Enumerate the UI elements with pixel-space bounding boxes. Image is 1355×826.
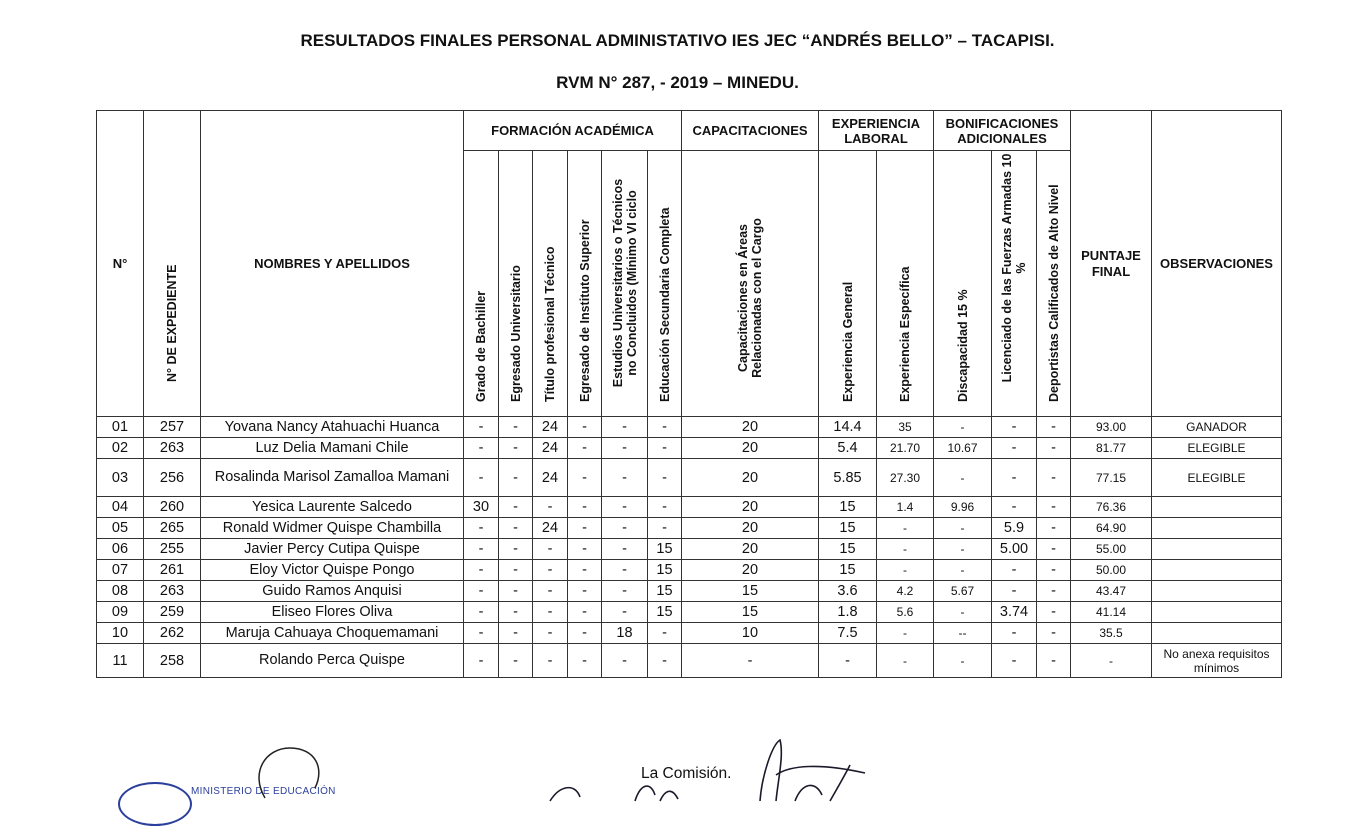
cell-observaciones (1152, 602, 1282, 623)
cell-expediente: 265 (144, 518, 201, 539)
cell-observaciones: ELEGIBLE (1152, 459, 1282, 497)
cell-titulo-tecnico: 24 (533, 438, 568, 459)
cell-egresado-univ: - (499, 459, 533, 497)
cell-row-number: 10 (97, 623, 144, 644)
cell-secundaria: - (648, 459, 682, 497)
cell-exp-especifica: 5.6 (877, 602, 934, 623)
cell-puntaje-final: 93.00 (1071, 417, 1152, 438)
page-subtitle: RVM N° 287, - 2019 – MINEDU. (556, 73, 799, 92)
cell-titulo-tecnico: - (533, 539, 568, 560)
cell-bachiller: - (464, 438, 499, 459)
cell-egresado-univ: - (499, 438, 533, 459)
cell-exp-general: 14.4 (819, 417, 877, 438)
sub-titulo-tecnico-label: Título profesional Técnico (543, 245, 557, 402)
cell-egresado-instituto: - (568, 539, 602, 560)
cell-observaciones: No anexa requisitos mínimos (1152, 644, 1282, 678)
cell-puntaje-final: 41.14 (1071, 602, 1152, 623)
cell-egresado-univ: - (499, 497, 533, 518)
cell-deportistas: - (1037, 602, 1071, 623)
cell-egresado-instituto: - (568, 518, 602, 539)
table-row (97, 459, 1282, 497)
col-expediente-label: N° DE EXPEDIENTE (165, 263, 179, 382)
cell-puntaje-final: - (1071, 644, 1152, 678)
cell-nombre: Rolando Perca Quispe (201, 644, 464, 678)
cell-capacitaciones: - (682, 644, 819, 678)
cell-expediente: 262 (144, 623, 201, 644)
sub-discapacidad-header (934, 151, 992, 417)
cell-nombre: Guido Ramos Anquisi (201, 581, 464, 602)
cell-egresado-univ: - (499, 518, 533, 539)
cell-egresado-univ: - (499, 602, 533, 623)
cell-bachiller: - (464, 560, 499, 581)
cell-discapacidad: - (934, 459, 992, 497)
cell-egresado-instituto: - (568, 581, 602, 602)
cell-deportistas: - (1037, 438, 1071, 459)
cell-bachiller: - (464, 417, 499, 438)
col-nombres-header: NOMBRES Y APELLIDOS (201, 111, 464, 417)
cell-licenciado: - (992, 623, 1037, 644)
sub-bachiller-header (464, 151, 499, 417)
cell-egresado-instituto: - (568, 417, 602, 438)
cell-deportistas: - (1037, 497, 1071, 518)
cell-capacitaciones: 20 (682, 560, 819, 581)
cell-licenciado: - (992, 438, 1037, 459)
cell-licenciado: 5.9 (992, 518, 1037, 539)
cell-licenciado: 3.74 (992, 602, 1037, 623)
cell-estudios: - (602, 417, 648, 438)
cell-bachiller: - (464, 623, 499, 644)
cell-secundaria: - (648, 623, 682, 644)
cell-puntaje-final: 64.90 (1071, 518, 1152, 539)
cell-observaciones (1152, 497, 1282, 518)
cell-egresado-univ: - (499, 560, 533, 581)
cell-titulo-tecnico: - (533, 497, 568, 518)
cell-nombre: Yovana Nancy Atahuachi Huanca (201, 417, 464, 438)
cell-row-number: 08 (97, 581, 144, 602)
cell-expediente: 261 (144, 560, 201, 581)
cell-estudios: - (602, 644, 648, 678)
cell-discapacidad: - (934, 539, 992, 560)
cell-secundaria: 15 (648, 560, 682, 581)
signature-mark (540, 735, 880, 802)
cell-expediente: 263 (144, 438, 201, 459)
table-row (97, 581, 1282, 602)
cell-egresado-univ: - (499, 539, 533, 560)
cell-expediente: 255 (144, 539, 201, 560)
cell-observaciones (1152, 581, 1282, 602)
sub-deportistas-header (1037, 151, 1071, 417)
cell-discapacidad: 5.67 (934, 581, 992, 602)
cell-capacitaciones: 20 (682, 459, 819, 497)
cell-observaciones: ELEGIBLE (1152, 438, 1282, 459)
cell-exp-especifica: - (877, 623, 934, 644)
cell-expediente: 260 (144, 497, 201, 518)
cell-discapacidad: -- (934, 623, 992, 644)
table-row (97, 539, 1282, 560)
cell-puntaje-final: 81.77 (1071, 438, 1152, 459)
cell-nombre: Javier Percy Cutipa Quispe (201, 539, 464, 560)
cell-row-number: 05 (97, 518, 144, 539)
cell-capacitaciones: 10 (682, 623, 819, 644)
cell-discapacidad: 10.67 (934, 438, 992, 459)
cell-estudios: 18 (602, 623, 648, 644)
cell-exp-general: 15 (819, 560, 877, 581)
cell-secundaria: 15 (648, 581, 682, 602)
table-row (97, 497, 1282, 518)
cell-capacitaciones: 20 (682, 438, 819, 459)
cell-row-number: 04 (97, 497, 144, 518)
cell-row-number: 01 (97, 417, 144, 438)
cell-licenciado: - (992, 644, 1037, 678)
sub-titulo-tecnico-header (533, 151, 568, 417)
col-observaciones-header: OBSERVACIONES (1152, 111, 1282, 417)
cell-puntaje-final: 55.00 (1071, 539, 1152, 560)
cell-expediente: 257 (144, 417, 201, 438)
comision-label: La Comisión. (641, 765, 732, 782)
sub-licenciado-label: Licenciado de las Fuerzas Armadas 10 % (1000, 153, 1028, 382)
cell-capacitaciones: 15 (682, 602, 819, 623)
cell-estudios: - (602, 459, 648, 497)
cell-nombre: Yesica Laurente Salcedo (201, 497, 464, 518)
official-stamp (118, 782, 192, 826)
cell-egresado-univ: - (499, 581, 533, 602)
cell-nombre: Eliseo Flores Oliva (201, 602, 464, 623)
sub-egresado-instituto-header (568, 151, 602, 417)
table-row (97, 560, 1282, 581)
cell-expediente: 258 (144, 644, 201, 678)
cell-estudios: - (602, 518, 648, 539)
sub-deportistas-label: Deportistas Calificados de Alto Nivel (1046, 183, 1061, 402)
cell-exp-especifica: - (877, 539, 934, 560)
cell-licenciado: 5.00 (992, 539, 1037, 560)
cell-row-number: 06 (97, 539, 144, 560)
cell-titulo-tecnico: - (533, 602, 568, 623)
cell-observaciones (1152, 539, 1282, 560)
stamp-ministerio-text: MINISTERIO DE EDUCACIÓN (191, 786, 336, 797)
cell-bachiller: - (464, 581, 499, 602)
cell-observaciones: GANADOR (1152, 417, 1282, 438)
sub-bachiller-label: Grado de Bachiller (474, 290, 488, 402)
cell-secundaria: 15 (648, 602, 682, 623)
cell-titulo-tecnico: 24 (533, 459, 568, 497)
col-expediente-header (144, 111, 201, 417)
cell-egresado-instituto: - (568, 497, 602, 518)
cell-row-number: 11 (97, 644, 144, 678)
cell-discapacidad: - (934, 417, 992, 438)
cell-egresado-univ: - (499, 623, 533, 644)
cell-nombre: Eloy Victor Quispe Pongo (201, 560, 464, 581)
cell-deportistas: - (1037, 518, 1071, 539)
results-table (96, 110, 1282, 678)
cell-exp-general: 15 (819, 518, 877, 539)
cell-bachiller: - (464, 602, 499, 623)
cell-estudios: - (602, 497, 648, 518)
sub-secundaria-header (648, 151, 682, 417)
cell-exp-general: 3.6 (819, 581, 877, 602)
group-experiencia-header: EXPERIENCIA LABORAL (819, 111, 934, 151)
cell-discapacidad: - (934, 644, 992, 678)
col-puntaje-header: PUNTAJE FINAL (1071, 111, 1152, 417)
cell-egresado-instituto: - (568, 623, 602, 644)
cell-exp-general: 7.5 (819, 623, 877, 644)
cell-nombre: Rosalinda Marisol Zamalloa Mamani (201, 459, 464, 497)
cell-secundaria: - (648, 417, 682, 438)
cell-secundaria: - (648, 644, 682, 678)
cell-licenciado: - (992, 497, 1037, 518)
cell-nombre: Maruja Cahuaya Choquemamani (201, 623, 464, 644)
cell-expediente: 259 (144, 602, 201, 623)
cell-bachiller: - (464, 518, 499, 539)
cell-observaciones (1152, 560, 1282, 581)
table-row (97, 518, 1282, 539)
cell-licenciado: - (992, 560, 1037, 581)
cell-bachiller: - (464, 644, 499, 678)
cell-bachiller: - (464, 459, 499, 497)
cell-estudios: - (602, 581, 648, 602)
cell-deportistas: - (1037, 581, 1071, 602)
cell-deportistas: - (1037, 459, 1071, 497)
cell-titulo-tecnico: 24 (533, 518, 568, 539)
cell-egresado-instituto: - (568, 644, 602, 678)
cell-licenciado: - (992, 459, 1037, 497)
cell-expediente: 263 (144, 581, 201, 602)
cell-exp-general: 15 (819, 497, 877, 518)
cell-exp-general: 1.8 (819, 602, 877, 623)
cell-deportistas: - (1037, 417, 1071, 438)
cell-titulo-tecnico: - (533, 644, 568, 678)
sub-capacitaciones-label: Capacitaciones en Áreas Relacionadas con el Cargo (736, 217, 764, 378)
cell-puntaje-final: 76.36 (1071, 497, 1152, 518)
cell-puntaje-final: 35.5 (1071, 623, 1152, 644)
cell-estudios: - (602, 602, 648, 623)
sub-egresado-instituto-label: Egresado de Instituto Superior (577, 218, 592, 402)
cell-secundaria: - (648, 518, 682, 539)
cell-exp-especifica: 4.2 (877, 581, 934, 602)
cell-nombre: Ronald Widmer Quispe Chambilla (201, 518, 464, 539)
cell-exp-especifica: - (877, 644, 934, 678)
cell-titulo-tecnico: - (533, 623, 568, 644)
sub-secundaria-label: Educación Secundaria Completa (657, 207, 672, 402)
cell-capacitaciones: 20 (682, 497, 819, 518)
cell-exp-general: 15 (819, 539, 877, 560)
cell-bachiller: - (464, 539, 499, 560)
cell-exp-especifica: 21.70 (877, 438, 934, 459)
cell-deportistas: - (1037, 644, 1071, 678)
cell-puntaje-final: 43.47 (1071, 581, 1152, 602)
table-row (97, 602, 1282, 623)
cell-licenciado: - (992, 417, 1037, 438)
sub-discapacidad-label: Discapacidad 15 % (955, 288, 970, 402)
sub-capacitaciones-header (682, 151, 819, 417)
table-row (97, 644, 1282, 678)
cell-row-number: 09 (97, 602, 144, 623)
cell-discapacidad: - (934, 602, 992, 623)
group-capacitaciones-header: CAPACITACIONES (682, 111, 819, 151)
sub-estudios-header (602, 151, 648, 417)
cell-egresado-instituto: - (568, 602, 602, 623)
cell-egresado-univ: - (499, 644, 533, 678)
cell-puntaje-final: 50.00 (1071, 560, 1152, 581)
cell-observaciones (1152, 623, 1282, 644)
cell-exp-especifica: 1.4 (877, 497, 934, 518)
cell-exp-general: 5.85 (819, 459, 877, 497)
sub-licenciado-header (992, 151, 1037, 417)
handwritten-loop-mark (245, 743, 335, 803)
cell-expediente: 256 (144, 459, 201, 497)
cell-deportistas: - (1037, 560, 1071, 581)
table-row (97, 438, 1282, 459)
sub-egresado-univ-header (499, 151, 533, 417)
cell-exp-especifica: - (877, 518, 934, 539)
cell-exp-especifica: 35 (877, 417, 934, 438)
cell-deportistas: - (1037, 539, 1071, 560)
cell-discapacidad: - (934, 518, 992, 539)
cell-secundaria: - (648, 438, 682, 459)
cell-row-number: 03 (97, 459, 144, 497)
group-bonificaciones-header: BONIFICACIONES ADICIONALES (934, 111, 1071, 151)
cell-deportistas: - (1037, 623, 1071, 644)
cell-egresado-instituto: - (568, 438, 602, 459)
cell-estudios: - (602, 438, 648, 459)
table-row (97, 623, 1282, 644)
cell-estudios: - (602, 539, 648, 560)
cell-discapacidad: - (934, 560, 992, 581)
cell-puntaje-final: 77.15 (1071, 459, 1152, 497)
cell-observaciones (1152, 518, 1282, 539)
cell-capacitaciones: 15 (682, 581, 819, 602)
cell-exp-general: 5.4 (819, 438, 877, 459)
cell-egresado-univ: - (499, 417, 533, 438)
sub-exp-general-header (819, 151, 877, 417)
cell-exp-general: - (819, 644, 877, 678)
cell-secundaria: - (648, 497, 682, 518)
cell-egresado-instituto: - (568, 459, 602, 497)
cell-bachiller: 30 (464, 497, 499, 518)
cell-titulo-tecnico: - (533, 581, 568, 602)
cell-egresado-instituto: - (568, 560, 602, 581)
cell-licenciado: - (992, 581, 1037, 602)
sub-exp-especifica-label: Experiencia Específica (898, 266, 912, 402)
cell-secundaria: 15 (648, 539, 682, 560)
cell-discapacidad: 9.96 (934, 497, 992, 518)
cell-exp-especifica: - (877, 560, 934, 581)
group-formacion-header: FORMACIÓN ACADÉMICA (464, 111, 682, 151)
cell-titulo-tecnico: - (533, 560, 568, 581)
cell-titulo-tecnico: 24 (533, 417, 568, 438)
cell-nombre: Luz Delia Mamani Chile (201, 438, 464, 459)
cell-row-number: 07 (97, 560, 144, 581)
cell-estudios: - (602, 560, 648, 581)
cell-capacitaciones: 20 (682, 539, 819, 560)
sub-egresado-univ-label: Egresado Universitario (508, 264, 523, 402)
col-n-header: N° (97, 111, 144, 417)
cell-exp-especifica: 27.30 (877, 459, 934, 497)
cell-capacitaciones: 20 (682, 518, 819, 539)
sub-exp-especifica-header (877, 151, 934, 417)
sub-exp-general-label: Experiencia General (840, 281, 855, 402)
cell-row-number: 02 (97, 438, 144, 459)
page-title: RESULTADOS FINALES PERSONAL ADMINISTATIVO IES JEC “ANDRÉS BELLO” – TACAPISI. (300, 31, 1055, 50)
table-row (97, 417, 1282, 438)
cell-capacitaciones: 20 (682, 417, 819, 438)
sub-estudios-label: Estudios Universitarios o Técnicos no Concluidos (Mínimo VI ciclo (610, 178, 639, 387)
